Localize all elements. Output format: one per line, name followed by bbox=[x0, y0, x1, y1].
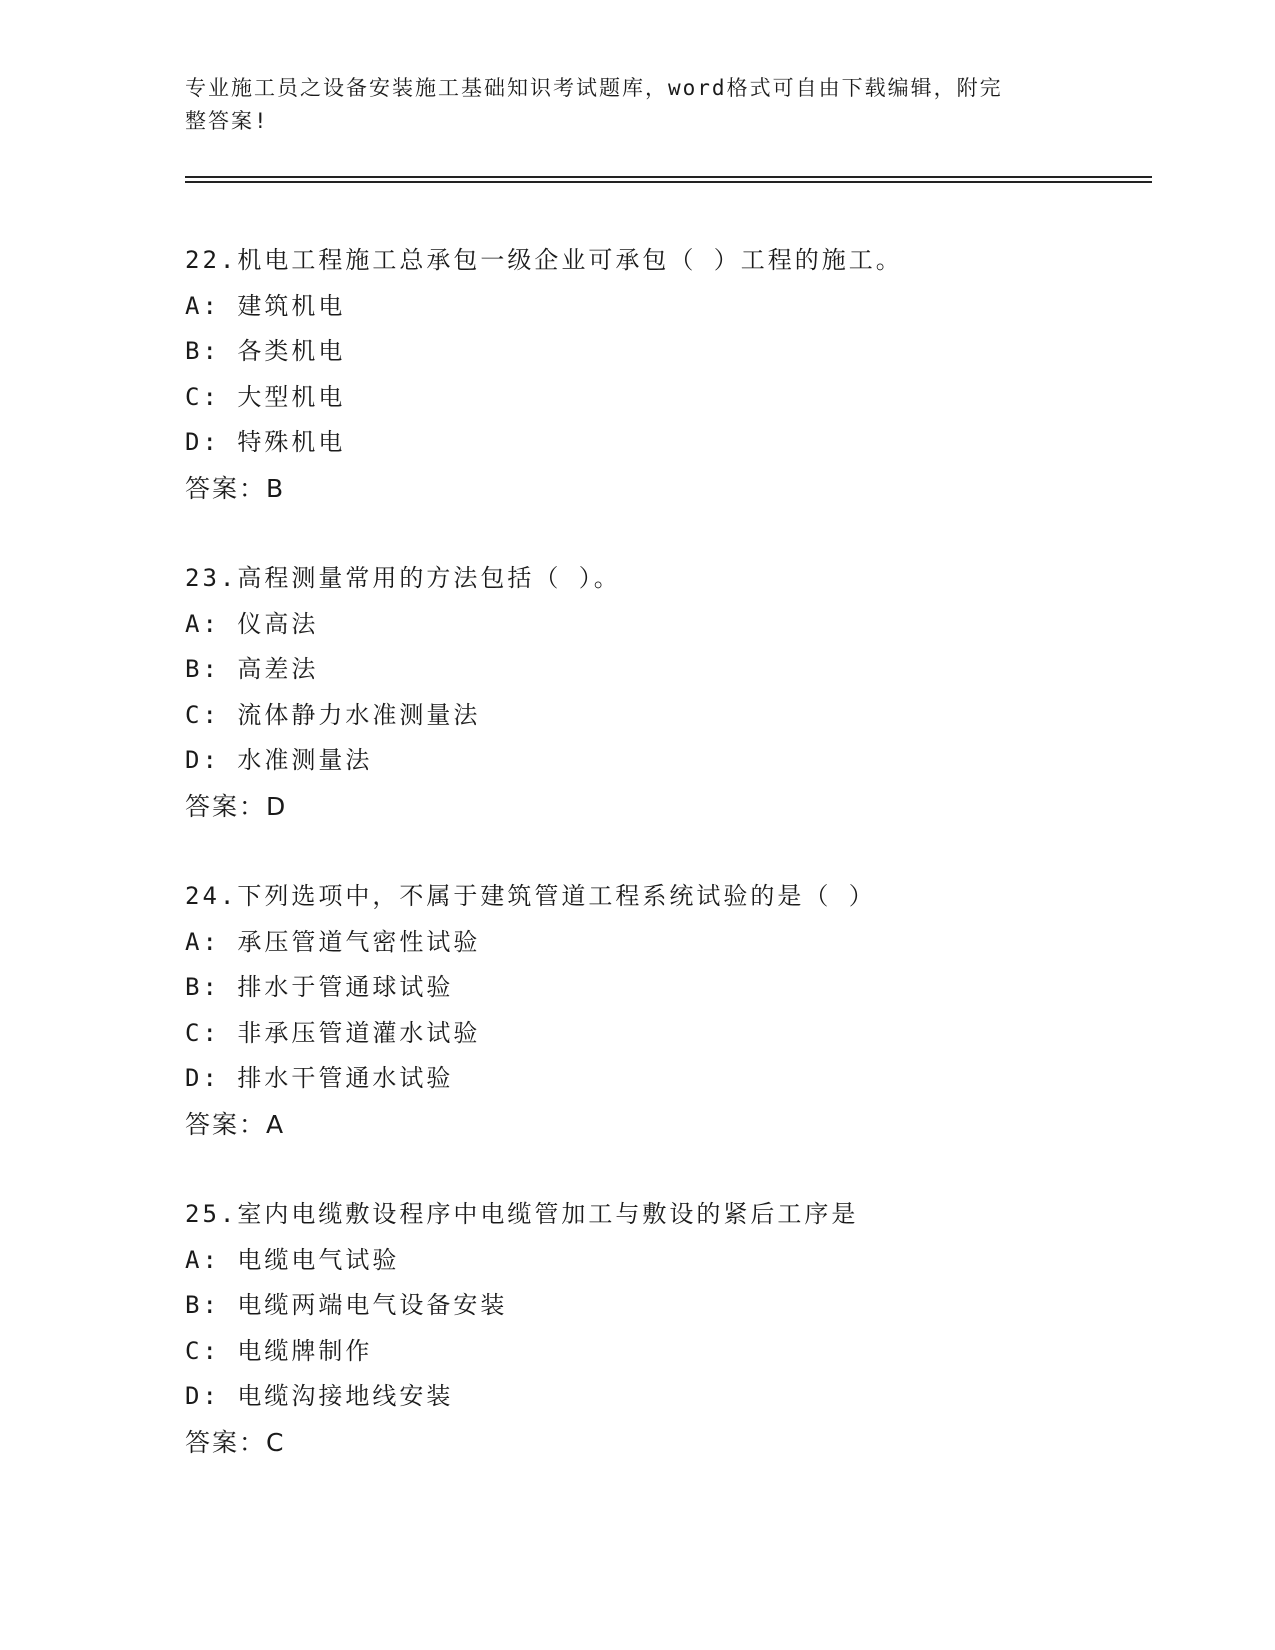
option-b: B: 各类机电 bbox=[185, 337, 346, 365]
option-b: B: 排水于管通球试验 bbox=[185, 973, 454, 1001]
option-c: C: 电缆牌制作 bbox=[185, 1336, 373, 1365]
header-line-1: 专业施工员之设备安装施工基础知识考试题库，word格式可自由下载编辑，附完 bbox=[185, 76, 1003, 100]
option-b: B: 电缆两端电气设备安装 bbox=[185, 1291, 508, 1319]
option-c: C: 流体静力水准测量法 bbox=[185, 700, 481, 729]
question-23 bbox=[185, 556, 1152, 829]
option-d: D: 排水干管通水试验 bbox=[185, 1064, 454, 1092]
option-d: D: 水准测量法 bbox=[185, 746, 373, 774]
document-header bbox=[185, 72, 1065, 138]
option-b: B: 高差法 bbox=[185, 655, 319, 683]
option-c: C: 非承压管道灌水试验 bbox=[185, 1018, 481, 1047]
option-d: D: 电缆沟接地线安装 bbox=[185, 1382, 454, 1410]
question-stem: 22.机电工程施工总承包一级企业可承包（ ）工程的施工。 bbox=[185, 246, 903, 274]
option-a: A: 仪高法 bbox=[185, 609, 319, 638]
answer-line: 答案：B bbox=[185, 473, 286, 503]
header-divider-bottom bbox=[185, 181, 1152, 183]
question-22 bbox=[185, 238, 1152, 511]
option-c: C: 大型机电 bbox=[185, 382, 346, 411]
option-a: A: 电缆电气试验 bbox=[185, 1245, 400, 1274]
option-d: D: 特殊机电 bbox=[185, 428, 346, 456]
question-stem: 23.高程测量常用的方法包括（ ）。 bbox=[185, 564, 621, 592]
answer-line: 答案：A bbox=[185, 1109, 286, 1139]
question-stem: 25.室内电缆敷设程序中电缆管加工与敷设的紧后工序是 bbox=[185, 1200, 859, 1228]
header-line-2: 整答案! bbox=[185, 109, 269, 133]
header-divider-top bbox=[185, 176, 1152, 178]
question-stem: 24.下列选项中，不属于建筑管道工程系统试验的是（ ） bbox=[185, 882, 876, 910]
option-a: A: 建筑机电 bbox=[185, 291, 346, 320]
answer-line: 答案：D bbox=[185, 791, 288, 821]
question-24 bbox=[185, 874, 1152, 1147]
answer-line: 答案：C bbox=[185, 1427, 286, 1457]
question-25 bbox=[185, 1192, 1152, 1465]
question-list bbox=[185, 238, 1152, 1510]
option-a: A: 承压管道气密性试验 bbox=[185, 927, 481, 956]
